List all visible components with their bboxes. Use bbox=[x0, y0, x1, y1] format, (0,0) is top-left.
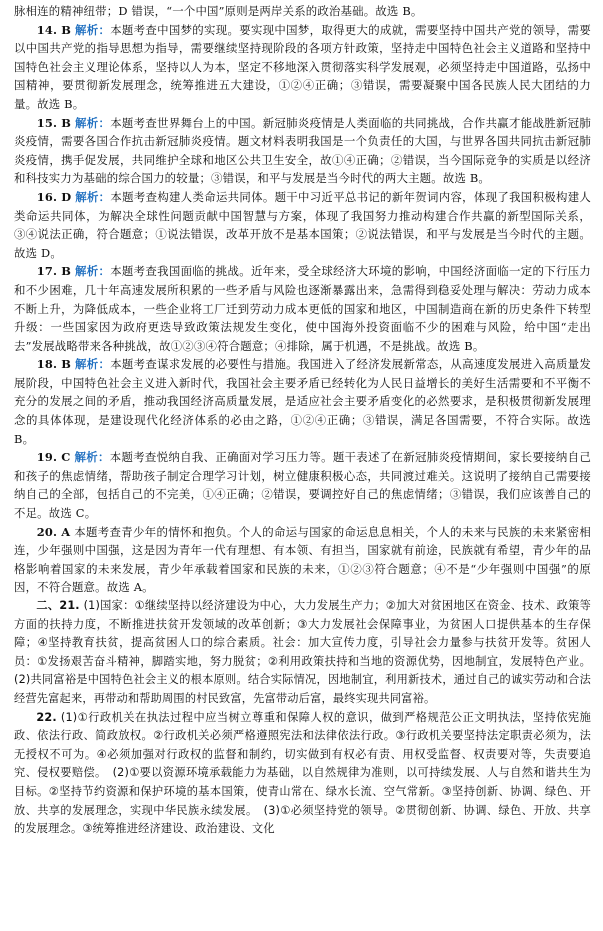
answer-text: (1)①行政机关在执法过程中应当树立尊重和保障人权的意识，做到严格规范公正文明执法，坚持依宪施政、依法行政、简政放权。②行政机关必须严格遵照宪法和法律依法行政。③行政机关要坚持法定职责必须为，法无授权不可为。④必须加强对行政权的监督和制约，切实做到有权必有责、用权受监督、权责要对等，失责要追究、侵权要赔偿。 (2)①要以资源环境承载能力为基础，以自然规律为准则，以可持续发展、人与自然和谐共生为目标。②坚持节约资源和保护环境的基本国策，使青山常在、绿水长流、空气常新。③坚持创新、协调、绿色、开放、共享的发展理念，实现中华民族永续发展。 (3)①必须坚持党的领导。②贯彻创新、协调、绿色、开放、共享的发展理念。③统筹推进经济建设、政治建设、文化 bbox=[14, 710, 591, 836]
explanation-text: 本题考查构建人类命运共同体。题干中习近平总书记的新年贺词内容，体现了我国积极构建人类命运共同体，为解决全球性问题贡献中国智慧与方案，体现了我国努力推动构建合作共赢的新型国际关系，③④说法正确，符合题意；①说法错误，改革开放不是基本国策；②说法错误，和平与发展是当今时代的主题。故选 D。 bbox=[14, 189, 592, 260]
explanation-item bbox=[14, 448, 591, 522]
subjective-answers bbox=[14, 597, 591, 839]
analysis-label: 解析： bbox=[74, 450, 110, 465]
analysis-label: 解析： bbox=[74, 115, 111, 130]
subjective-answer-item bbox=[14, 597, 591, 709]
multiple-choice-explanations bbox=[14, 21, 591, 597]
answer-text: (1)国家：①继续坚持以经济建设为中心，大力发展生产力；②加大对贫困地区在资金、技术、政策等方面的扶持力度，不断推进扶贫开发领域的改革创新；③大力发展社会保障事业，为贫困人口提供基本的生存保障；④坚持教育扶贫，提高贫困人口的综合素质。社会：加大宣传力度，引导社会力量参与扶贫开发等。贫困人员：①发扬艰苦奋斗精神，脚踏实地，努力脱贫；②利用政策扶持和当地的资源优势，因地制宜，发展特色产业。(2)共同富裕是中国特色社会主义的根本原则。结合实际情况，因地制宜，利用新技术，通过自己的诚实劳动和合法经营先富起来，再带动和帮助周围的村民致富，先富带动后富，最终实现共同富裕。 bbox=[14, 599, 591, 705]
explanation-item bbox=[14, 21, 591, 114]
question-number: 19. bbox=[36, 450, 58, 465]
analysis-label: 解析： bbox=[75, 189, 111, 204]
explanation-item bbox=[14, 262, 591, 355]
question-number: 15. bbox=[36, 115, 58, 130]
answer-letter: A bbox=[61, 524, 71, 539]
answer-letter: B bbox=[61, 357, 72, 372]
answer-letter: D bbox=[61, 189, 72, 204]
explanation-text: 本题考查中国梦的实现。要实现中国梦，取得更大的成就，需要坚持中国共产党的领导，需要以中国共产党的指导思想为指导，需要继续坚持现阶段的各项方针政策，坚持走中国特色社会主义道路和坚持中国特色社会主义理论体系，坚持以人为本，坚定不移地深入贯彻落实科学发展观，必须坚持走中国道路，弘扬中国精神，要贯彻新发展理念，统筹推进五大建设，①②④正确；③错误，需要凝聚中国各民族人民大团结的力量。故选 B。 bbox=[14, 22, 592, 111]
question-number: 二、21. bbox=[36, 599, 80, 612]
question-number: 20. bbox=[36, 524, 58, 539]
question-number: 16. bbox=[36, 189, 58, 204]
explanation-item bbox=[14, 355, 591, 448]
continued-explanation: 脉相连的精神纽带；D 错误，“一个中国”原则是两岸关系的政治基础。故选 B。 bbox=[14, 4, 423, 18]
analysis-label: 解析： bbox=[74, 264, 111, 279]
explanation-item bbox=[14, 114, 591, 188]
subjective-answer-item bbox=[14, 709, 591, 839]
explanation-text: 本题考查青少年的情怀和抱负。个人的命运与国家的命运息息相关，个人的未来与民族的未来紧密相连，少年强则中国强，这是因为青年一代有理想、有本领、有担当，国家就有前途，民族就有希望，青少年的品格影响着国家的未来发展，青少年承载着国家和民族的未来，①②③符合题意；④不是“少年强则中国强”的原因，不符合题意。故选 A。 bbox=[14, 524, 591, 595]
answer-letter: B bbox=[61, 115, 72, 130]
analysis-label: 解析： bbox=[74, 357, 111, 372]
question-number: 14. bbox=[36, 22, 58, 37]
analysis-label: 解析： bbox=[74, 22, 111, 37]
question-number: 22. bbox=[36, 710, 57, 724]
explanation-item bbox=[14, 188, 591, 262]
question-number: 17. bbox=[36, 264, 58, 279]
answer-letter: C bbox=[61, 450, 71, 465]
explanation-item bbox=[14, 523, 591, 597]
explanation-text: 本题考查悦纳自我、正确面对学习压力等。题干表述了在新冠肺炎疫情期间，家长要接纳自己和孩子的焦虑情绪，帮助孩子制定合理学习计划，树立健康积极心态，共同渡过难关。这说明了接纳自己需要接纳自己的全部，包括自己的不完美，①④正确；②错误，要调控好自己的焦虑情绪；③错误，我们应该善自己的不足。故选 C。 bbox=[14, 450, 592, 521]
explanation-text: 本题考查世界舞台上的中国。新冠肺炎疫情是人类面临的共同挑战，合作共赢才能战胜新冠肺炎疫情，需要各国合作抗击新冠肺炎疫情。题文材料表明我国是一个负责任的大国，与世界各国共同抗击新冠肺炎疫情，携手促发展，共同维护全球和地区公共卫生安全，故①④正确；②错误，当今国际竞争的实质是以经济和科技实力为基础的综合国力的较量；③错误，和平与发展是当今时代的两大主题。故选 B。 bbox=[14, 115, 592, 186]
explanation-text: 本题考查我国面临的挑战。近年来，受全球经济大环境的影响，中国经济面临一定的下行压力和不少困难，几十年高速发展所积累的一些矛盾与风险也逐渐暴露出来，急需得到稳妥处理与解决：劳动力成本不断上升，为降低成本，一些企业将工厂迁到劳动力成本更低的国家和地区，中国制造商在新的历史条件下转型升级：一些国家因为政府更迭导致政策法规发生变化，使中国海外投资面临不少的困难与风险，给中国“走出去”发展战略带来各种挑战，故①②③④符合题意；④排除，属于机遇，不是挑战。故选 B。 bbox=[14, 264, 592, 353]
answer-letter: B bbox=[61, 22, 72, 37]
answer-letter: B bbox=[61, 264, 72, 279]
question-number: 18. bbox=[36, 357, 58, 372]
explanation-text: 本题考查谋求发展的必要性与措施。我国进入了经济发展新常态，从高速度发展进入高质量发展阶段，中国特色社会主义进入新时代，我国社会主要矛盾已经转化为人民日益增长的美好生活需要和不平衡不充分的发展之间的矛盾，推动我国经济高质量发展，是适应社会主要矛盾变化的必然要求，是积极贯彻新发展理念的具体体现，是建设现代化经济体系的必由之路，①②④正确；③错误，满足各国需要，不符合实际。故选 B。 bbox=[14, 357, 592, 446]
